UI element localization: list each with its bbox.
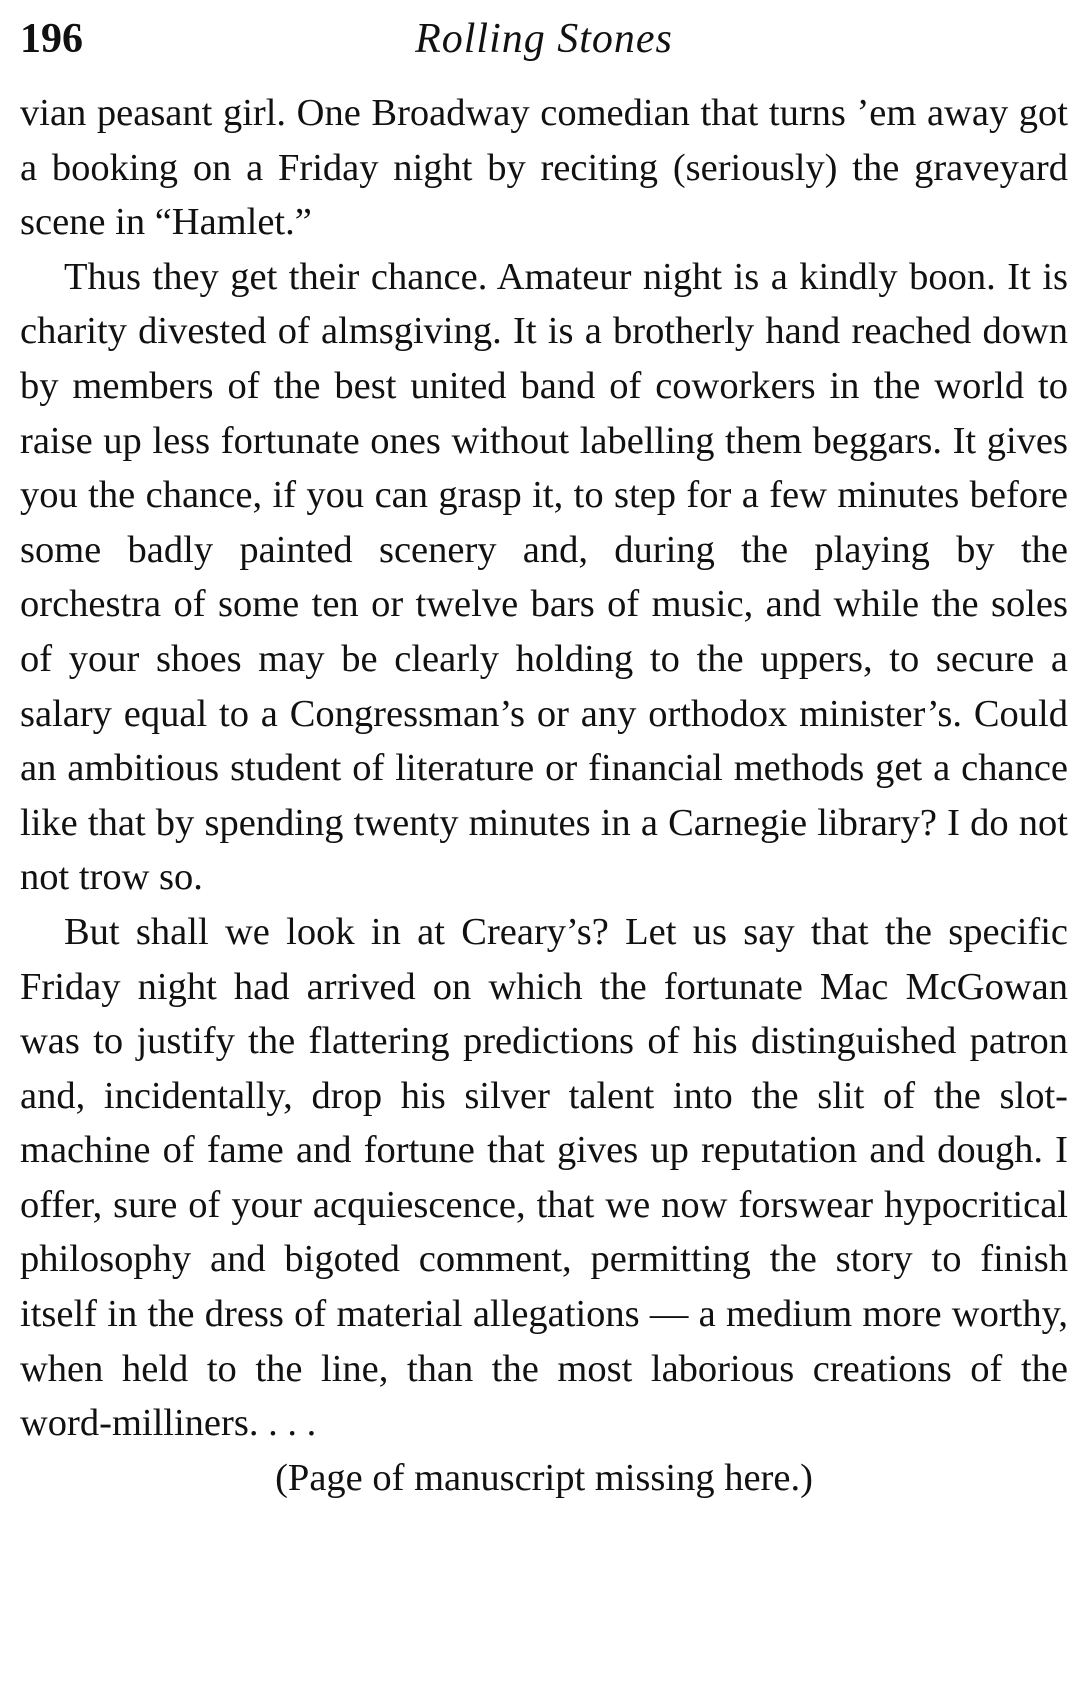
paragraph-crearys: But shall we look in at Creary’s? Let us say that the specific Friday night had arrived on which the fortunate Mac McGowan was to justify the flattering predictions of his distinguished patron and, incidentally, drop his silver talent into the slit of the slot-machine of fame and fortune that gives up reputation and dough. I offer, sure of your acquiescence, that we now forswear hypocritical philosophy and bigoted comment, permitting the story to finish itself in the dress of material allegations — a medium more worthy, when held to the line, than the most laborious creations of the word-milliners. . . .	[20, 910, 1068, 1445]
running-title: Rolling Stones	[415, 16, 673, 62]
body-text	[20, 86, 1068, 1451]
page-number: 196	[20, 16, 83, 62]
paragraph-continued: vian peasant girl. One Broadway comedian that turns ’em away got a booking on a Friday night by reciting (seriously) the graveyard scene in “Hamlet.”	[20, 92, 1068, 244]
paragraph-amateur-night: Thus they get their chance. Amateur night is a kindly boon. It is charity divested of almsgiving. It is a brotherly hand reached down by members of the best united band of coworkers in the world to raise up less fortunate ones without labelling them beggars. It gives you the chance, if you can grasp it, to step for a few minutes before some badly painted scenery and, during the playing by the orchestra of some ten or twelve bars of music, and while the soles of your shoes may be clearly holding to the uppers, to secure a salary equal to a Congressman’s or any orthodox minister’s. Could an ambitious student of literature or financial methods get a chance like that by spending twenty minutes in a Carnegie library? I do not not trow so.	[20, 255, 1068, 899]
running-head	[20, 10, 1068, 86]
missing-manuscript-note: (Page of manuscript missing here.)	[275, 1456, 813, 1499]
book-page	[20, 10, 1068, 1685]
